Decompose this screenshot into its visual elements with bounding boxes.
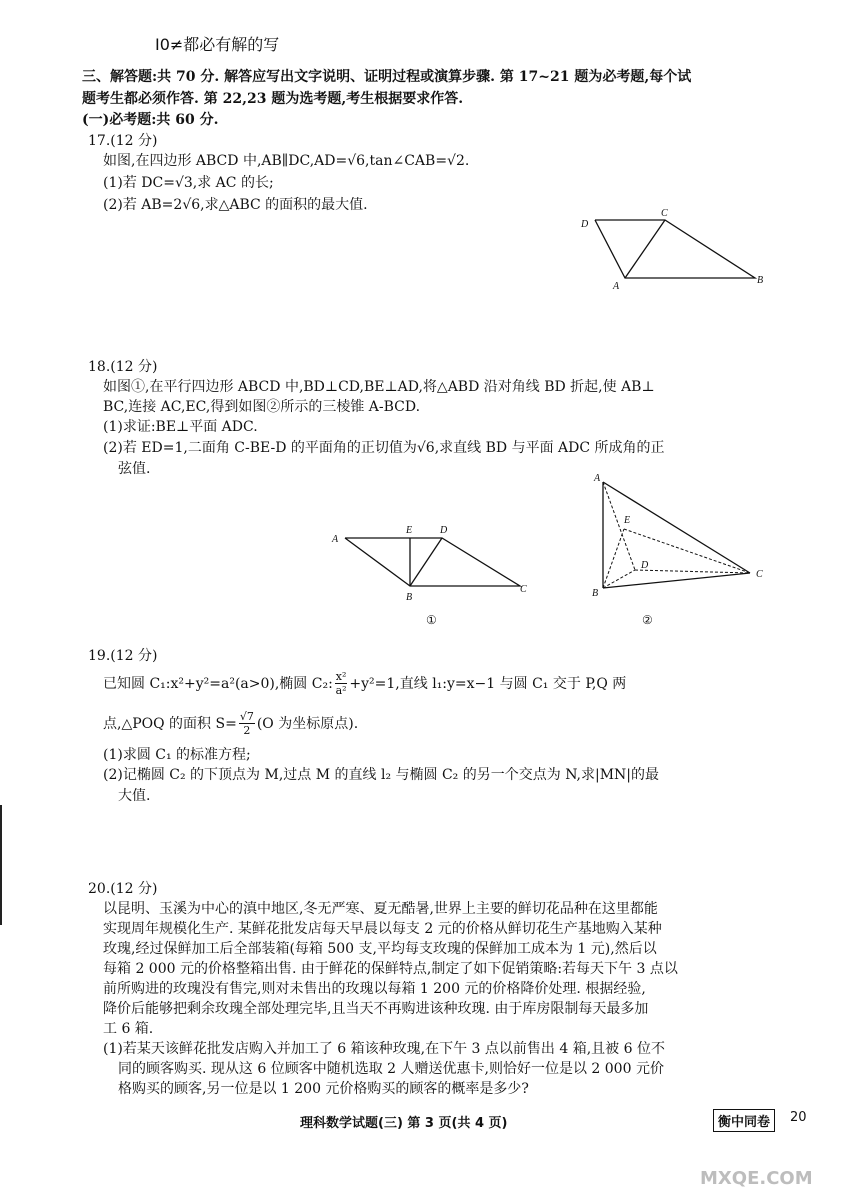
page-footer: 理科数学试题(三) 第 3 页(共 4 页) bbox=[300, 1116, 508, 1131]
q18-part1: (1)求证:BE⊥平面 ADC. bbox=[103, 419, 258, 435]
q19-stem2-b: (O 为坐标原点). bbox=[256, 715, 359, 732]
q17-stem: 如图,在四边形 ABCD 中,AB∥DC,AD=√6,tan∠CAB=√2. bbox=[103, 153, 470, 169]
q19-frac1-den: a² bbox=[335, 684, 347, 697]
q18-fig1-label-a: A bbox=[332, 534, 339, 545]
q18-fig2-caption: ② bbox=[642, 613, 653, 627]
q17-label-b: B bbox=[757, 275, 764, 286]
q19-part1: (1)求圆 C₁ 的标准方程; bbox=[103, 747, 251, 763]
q17-label-a: A bbox=[613, 281, 620, 292]
footer-right-number: 20 bbox=[790, 1110, 807, 1125]
section3-line2: 题考生都必须作答. 第 22,23 题为选考题,考生根据要求作答. bbox=[82, 91, 464, 107]
q17-heading: 17.(12 分) bbox=[88, 133, 158, 149]
q19-frac2-num: √7 bbox=[239, 710, 254, 723]
q18-heading: 18.(12 分) bbox=[88, 359, 158, 375]
q18-fig1-label-c: C bbox=[520, 584, 527, 595]
q18-stem-line1: 如图①,在平行四边形 ABCD 中,BD⊥CD,BE⊥AD,将△ABD 沿对角线 BD 折起,使 AB⊥ bbox=[103, 379, 655, 395]
q19-fraction2 bbox=[239, 710, 255, 737]
q20-part1-line-2: 同的顾客购买. 现从这 6 位顾客中随机选取 2 人赠送优惠卡,则恰好一位是以 2 000 元价 bbox=[118, 1061, 664, 1077]
q18-figure2 bbox=[585, 470, 775, 630]
q20-line-4: 每箱 2 000 元的价格整箱出售. 由于鲜花的保鲜特点,制定了如下促销策略:若每天下午 3 点以 bbox=[103, 961, 678, 977]
q17-part1: (1)若 DC=√3,求 AC 的长; bbox=[103, 175, 274, 191]
q18-stem-line2: BC,连接 AC,EC,得到如图②所示的三棱锥 A-BCD. bbox=[103, 399, 421, 415]
q18-part2-line1: (2)若 ED=1,二面角 C-BE-D 的平面角的正切值为√6,求直线 BD 与平面 ADC 所成角的正 bbox=[103, 440, 665, 456]
handwritten-note: I0≠都必有解的写 bbox=[155, 35, 280, 54]
q18-fig1-caption: ① bbox=[426, 613, 437, 627]
q18-figure1 bbox=[330, 520, 530, 630]
q18-fig1-label-b: B bbox=[406, 592, 413, 603]
q18-fig1-label-e: E bbox=[406, 525, 413, 536]
q20-part1-line-3: 格购买的顾客,另一位是以 1 200 元价格购买的顾客的概率是多少? bbox=[118, 1081, 529, 1097]
q17-figure bbox=[575, 205, 775, 300]
q20-line-6: 降价后能够把剩余玫瑰全部处理完毕,且当天不再购进该种玫瑰. 由于库房限制每天最多加 bbox=[103, 1001, 649, 1017]
section3-line1: 三、解答题:共 70 分. 解答应写出文字说明、证明过程或演算步骤. 第 17~21 题为必考题,每个试 bbox=[82, 69, 692, 85]
q17-label-d: D bbox=[581, 219, 589, 230]
q20-line-1: 以昆明、玉溪为中心的滇中地区,冬无严寒、夏无酷暑,世界上主要的鲜切花品种在这里都能 bbox=[103, 901, 658, 917]
q20-line-2: 实现周年规模化生产. 某鲜花批发店每天早晨以每支 2 元的价格从鲜切花生产基地购入某种 bbox=[103, 921, 662, 937]
q19-frac2-den: 2 bbox=[243, 724, 251, 737]
q19-stem-line2 bbox=[103, 710, 358, 737]
section3-required: (一)必考题:共 60 分. bbox=[82, 112, 219, 128]
q20-heading: 20.(12 分) bbox=[88, 881, 158, 897]
q18-fig2-label-c: C bbox=[756, 569, 763, 580]
scan-edge-mark bbox=[0, 805, 2, 925]
q19-frac1-num: x² bbox=[335, 670, 347, 683]
q18-fig2-label-a: A bbox=[594, 473, 601, 484]
q18-fig2-label-b: B bbox=[592, 588, 599, 599]
q19-fraction1 bbox=[335, 670, 348, 697]
q18-fig2-label-d: D bbox=[641, 560, 649, 571]
watermark: MXQE.COM bbox=[700, 1168, 813, 1189]
series-badge: 衡中同卷 bbox=[713, 1109, 775, 1132]
q19-stem1-a: 已知圆 C₁:x²+y²=a²(a>0),椭圆 C₂: bbox=[103, 675, 333, 692]
q19-stem1-b: +y²=1,直线 l₁:y=x−1 与圆 C₁ 交于 P,Q 两 bbox=[349, 675, 627, 692]
q18-fig1-label-d: D bbox=[440, 525, 448, 536]
q19-part2-line1: (2)记椭圆 C₂ 的下顶点为 M,过点 M 的直线 l₂ 与椭圆 C₂ 的另一个交点为 N,求|MN|的最 bbox=[103, 767, 660, 783]
q17-part2: (2)若 AB=2√6,求△ABC 的面积的最大值. bbox=[103, 197, 368, 213]
q20-line-5: 前所购进的玫瑰没有售完,则对未售出的玫瑰以每箱 1 200 元的价格降价处理. 根据经验, bbox=[103, 981, 646, 997]
q20-line-7: 工 6 箱. bbox=[103, 1021, 154, 1037]
q20-part1-line-1: (1)若某天该鲜花批发店购入并加工了 6 箱该种玫瑰,在下午 3 点以前售出 4 箱,且被 6 位不 bbox=[103, 1041, 665, 1057]
q19-heading: 19.(12 分) bbox=[88, 648, 158, 664]
q19-stem2-a: 点,△POQ 的面积 S= bbox=[103, 715, 237, 732]
q18-part2-line2: 弦值. bbox=[118, 461, 151, 477]
q17-label-c: C bbox=[661, 208, 668, 219]
q19-stem-line1 bbox=[103, 670, 626, 697]
q19-part2-line2: 大值. bbox=[118, 788, 151, 804]
q20-line-3: 玫瑰,经过保鲜加工后全部装箱(每箱 500 支,平均每支玫瑰的保鲜加工成本为 1 元),然后以 bbox=[103, 941, 657, 957]
q18-fig2-label-e: E bbox=[624, 515, 631, 526]
